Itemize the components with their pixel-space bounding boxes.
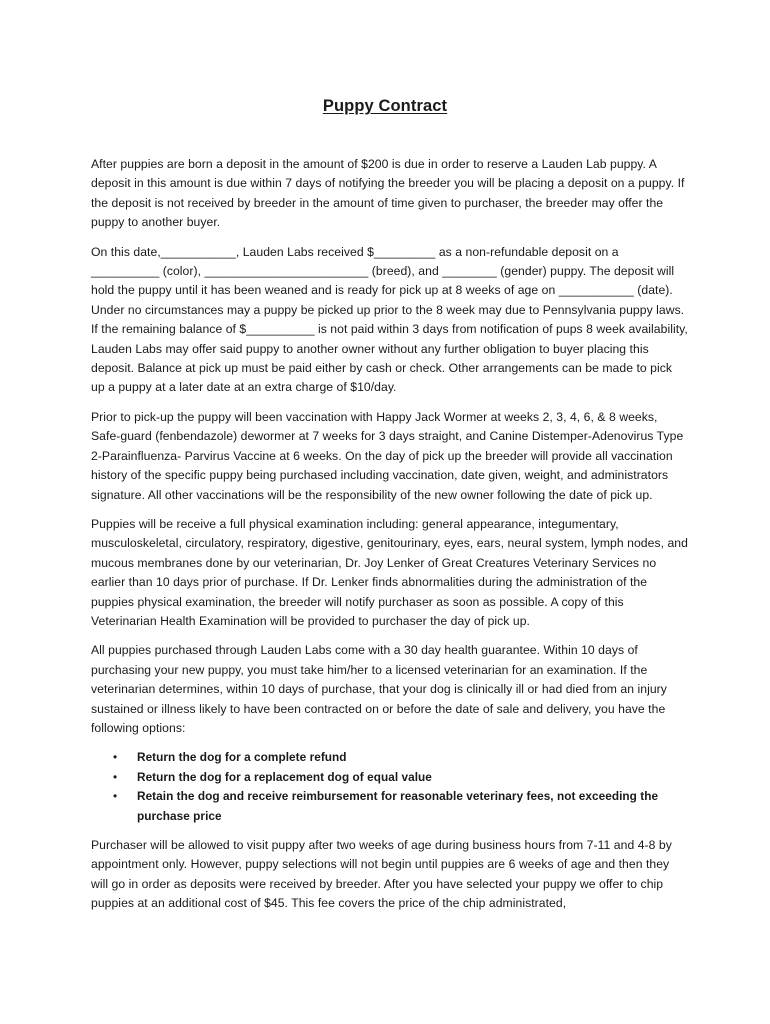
physical-exam-paragraph: Puppies will be receive a full physical examination including: general appearance, integumentary, musculoskeletal, circulatory, respiratory, digestive, genitourinary, eyes, ears, neural system, lymph nodes, and mucous membranes done by our veterinarian, Dr. Joy Lenker of Great Creatures Veterinary Services no earlier than 10 days prior of purchase. If Dr. Lenker finds abnormalities during the administration of the puppies physical examination, the breeder will notify purchaser as soon as possible. A copy of this Veterinarian Health Examination will be provided to purchaser the day of pick up. bbox=[91, 516, 688, 628]
deposit-paragraph: After puppies are born a deposit in the amount of $200 is due in order to reserve a Lauden Lab puppy. A deposit in this amount is due within 7 days of notifying the breeder you will be placing a deposit on a puppy. If the deposit is not received by breeder in the amount of time given to purchaser, the breeder may offer the puppy to another buyer. bbox=[91, 157, 685, 230]
list-item bbox=[91, 768, 688, 787]
document-title: Puppy Contract bbox=[322, 97, 448, 115]
list-item bbox=[91, 748, 688, 767]
bullet-icon: • bbox=[113, 769, 118, 784]
option-text: Return the dog for a replacement dog of equal value bbox=[137, 769, 432, 784]
health-guarantee-paragraph: All puppies purchased through Lauden Labs come with a 30 day health guarantee. Within 10 days of purchasing your new puppy, you must take him/her to a licensed veterinarian for an examination. If the veterinarian determines, within 10 days of purchase, that your dog is clinically ill or had died from an injury sustained or illness likely to have been contracted on or before the date of sale and delivery, you have the following options: bbox=[91, 643, 667, 735]
deposit-details-paragraph: On this date,___________, Lauden Labs received $_________ as a non-refundable deposit on a __________ (color), ________________________ (breed), and ________ (gender) puppy. The deposit will hold the puppy until it has been weaned and is ready for pick up at 8 weeks of age on ___________ (date). Under no circumstances may a puppy be picked up prior to the 8 week may due to Pennsylvania puppy laws. If the remaining balance of $__________ is not paid within 3 days from notification of pups 8 week availability, Lauden Labs may offer said puppy to another owner without any further obligation to buyer placing this deposit. Balance at pick up must be paid either by cash or check. Other arrangements can be made to pick up a puppy at a later date at an extra charge of $10/day. bbox=[91, 244, 688, 395]
bullet-icon: • bbox=[113, 789, 118, 804]
vaccination-paragraph: Prior to pick-up the puppy will been vaccination with Happy Jack Wormer at weeks 2, 3, 4, 6, & 8 weeks, Safe-guard (fenbendazole) dewormer at 7 weeks for 3 days straight, and Canine Distemper-Adenovirus Type 2-Parainfluenza- Parvirus Vaccine at 6 weeks. On the day of pick up the breeder will provide all vaccination history of the specific puppy being purchased including vaccination, date given, weight, and administrators signature. All other vaccinations will be the responsibility of the new owner following the date of pick up. bbox=[91, 409, 684, 502]
document-body bbox=[91, 155, 688, 924]
bullet-icon: • bbox=[113, 750, 118, 765]
visit-policy-paragraph: Purchaser will be allowed to visit puppy after two weeks of age during business hours from 7-11 and 4-8 by appointment only. However, puppy selections will not begin until puppies are 6 weeks of age and then they will go in order as deposits were received by breeder. After you have selected your puppy we offer to chip puppies at an additional cost of $45. This fee covers the price of the chip administrated, bbox=[91, 838, 672, 911]
option-text: Return the dog for a complete refund bbox=[137, 750, 347, 765]
guarantee-options-list bbox=[91, 748, 688, 826]
option-text: Retain the dog and receive reimbursement for reasonable veterinary fees, not exceeding the purchase price bbox=[137, 789, 659, 823]
list-item bbox=[91, 787, 688, 826]
